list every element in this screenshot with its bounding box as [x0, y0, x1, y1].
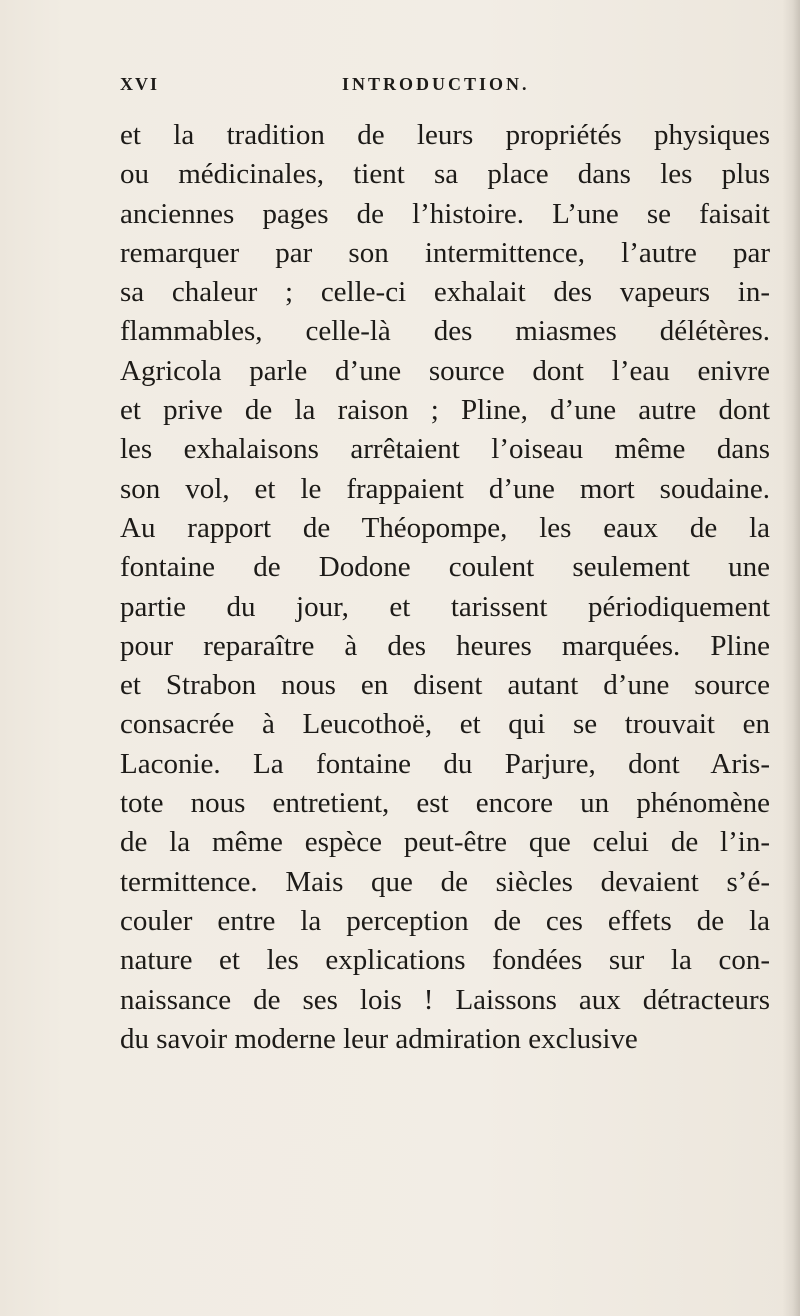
text-line: termittence. Mais que de siècles devaient s’é- — [120, 865, 770, 898]
text-line: sa chaleur ; celle-ci exhalait des vapeurs in- — [120, 276, 770, 309]
text-line: naissance de ses lois ! Laissons aux détracteurs — [120, 983, 770, 1016]
text-line: de la même espèce peut-être que celui de l’in- — [120, 826, 770, 859]
text-line: flammables, celle-là des miasmes délétères. — [120, 315, 770, 348]
text-line: tote nous entretient, est encore un phénomène — [120, 787, 770, 820]
page-header — [120, 74, 760, 102]
text-line: et la tradition de leurs propriétés physiques — [120, 119, 770, 151]
text-line: remarquer par son intermittence, l’autre par — [120, 236, 770, 269]
text-line: partie du jour, et tarissent périodiquement — [120, 590, 770, 623]
text-line: les exhalaisons arrêtaient l’oiseau même dans — [120, 433, 770, 466]
text-line: Au rapport de Théopompe, les eaux de la — [120, 511, 770, 544]
text-line: consacrée à Leucothoë, et qui se trouvait en — [120, 708, 770, 741]
text-line: ou médicinales, tient sa place dans les plus — [120, 158, 770, 191]
text-line: son vol, et le frappaient d’une mort soudaine. — [120, 472, 770, 505]
body-text — [120, 116, 770, 1059]
text-line: et prive de la raison ; Pline, d’une autre dont — [120, 394, 770, 427]
text-line: du savoir moderne leur admiration exclusive — [120, 1022, 638, 1055]
text-line: Laconie. La fontaine du Parjure, dont Aris- — [120, 747, 770, 780]
text-line: nature et les explications fondées sur la con- — [120, 944, 770, 977]
page-edge-shadow — [782, 0, 800, 1316]
text-line: pour reparaître à des heures marquées. Pline — [120, 629, 770, 662]
text-line: Agricola parle d’une source dont l’eau enivre — [120, 354, 770, 387]
text-line: couler entre la perception de ces effets de la — [120, 904, 770, 937]
running-title: INTRODUCTION. — [342, 74, 530, 94]
text-line: fontaine de Dodone coulent seulement une — [120, 551, 770, 584]
text-line: et Strabon nous en disent autant d’une source — [120, 669, 770, 702]
page-number: XVI — [120, 74, 160, 94]
text-line: anciennes pages de l’histoire. L’une se faisait — [120, 197, 770, 230]
